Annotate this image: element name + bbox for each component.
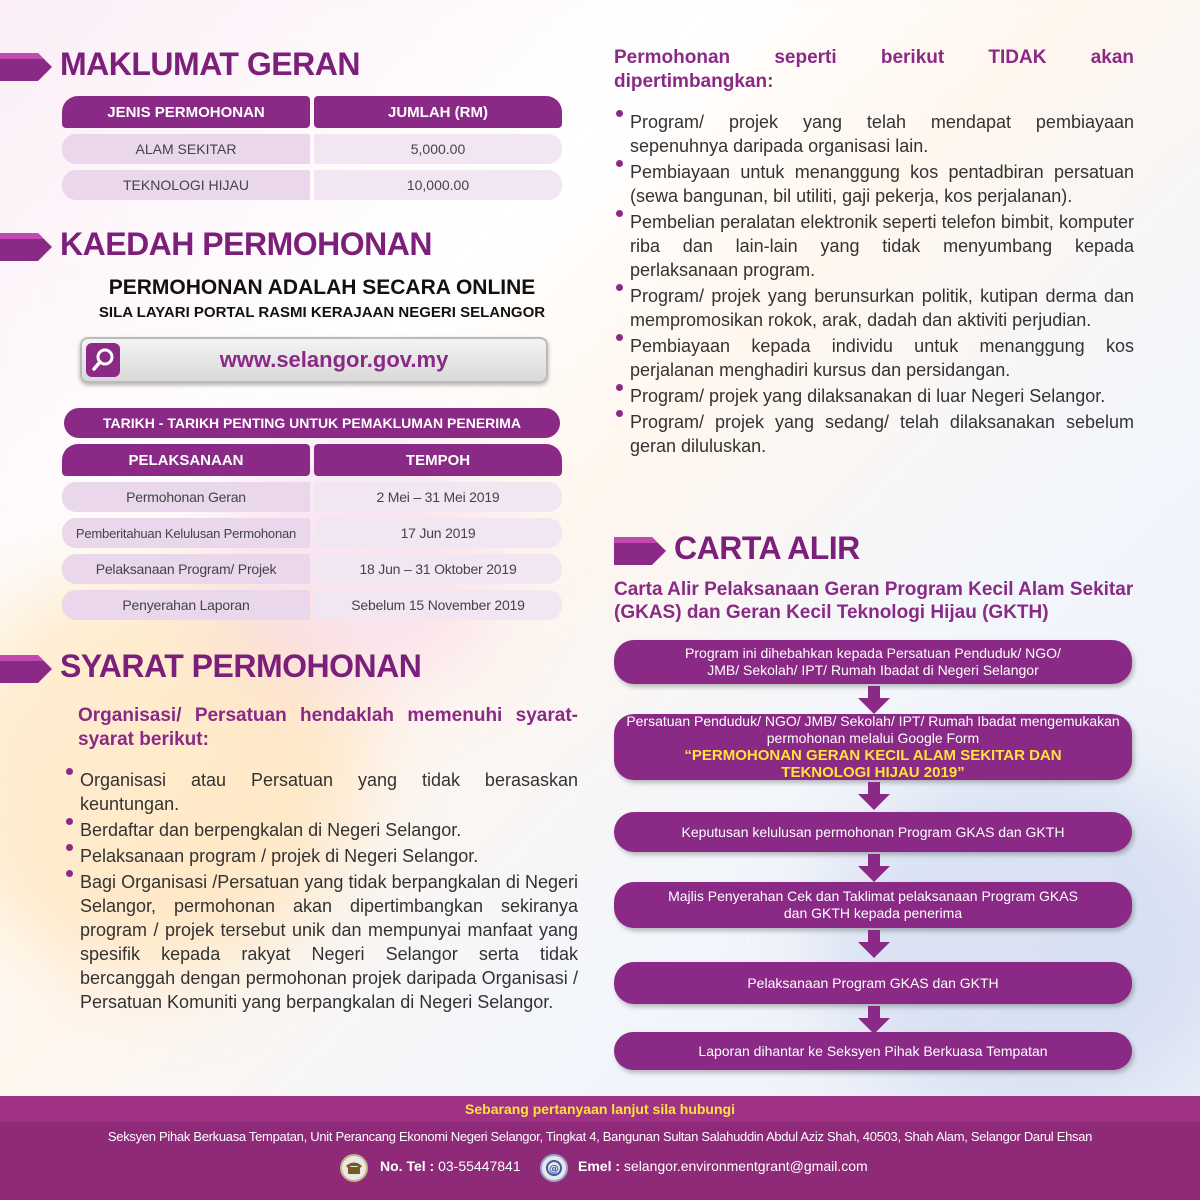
section-title-grant-info: MAKLUMAT GERAN [0, 46, 360, 83]
phone-icon [340, 1154, 368, 1182]
svg-text:@: @ [549, 1164, 559, 1175]
list-item: Program/ projek yang telah mendapat pembiayaan sepenuhnya daripada organisasi lain. [614, 110, 1134, 158]
section-title-requirements: SYARAT PERMOHONAN [0, 648, 421, 685]
email-icon [540, 1154, 568, 1182]
email-address[interactable]: selangor.environmentgrant@gmail.com [623, 1158, 868, 1174]
section-arrow-icon [0, 51, 46, 79]
grant-table [62, 96, 562, 206]
section-arrow-icon [614, 535, 660, 563]
period-cell: 18 Jun – 31 Oktober 2019 [314, 554, 562, 584]
flow-step-5: Pelaksanaan Program GKAS dan GKTH [614, 962, 1132, 1004]
requirements-intro: Organisasi/ Persatuan hendaklah memenuhi syarat-syarat berikut: [78, 705, 578, 750]
url-box[interactable] [80, 337, 548, 383]
list-item: Pembelian peralatan elektronik seperti telefon bimbit, komputer riba dan lain-lain yang tidak menyumbang kepada perlaksanaan program. [614, 210, 1134, 282]
tel-number[interactable]: 03-55447841 [438, 1158, 521, 1174]
list-item: Bagi Organisasi /Persatuan yang tidak berpangkalan di Negeri Selangor, permohonan akan dipertimbangkan sekiranya program / projek tersebut unik dan mempunyai manfaat yang spesifik kepada rakyat Negeri Selangor serta tidak bercanggah dengan permohonan projek daripada Organisasi / Persatuan Komuniti yang berpangkalan di Negeri Selangor. [64, 870, 578, 1014]
table-row [62, 134, 562, 164]
online-notice: PERMOHONAN ADALAH SECARA ONLINE [108, 276, 536, 299]
flow-step-6: Laporan dihantar ke Seksyen Pihak Berkuasa Tempatan [614, 1032, 1132, 1070]
excluded-list [614, 110, 1134, 458]
dates-table-header: PELAKSANAAN [62, 444, 310, 476]
dates-table-header: TEMPOH [314, 444, 562, 476]
activity-cell: Pelaksanaan Program/ Projek [62, 554, 310, 584]
period-cell: 17 Jun 2019 [314, 518, 562, 548]
search-icon [86, 343, 120, 377]
dates-banner: TARIKH - TARIKH PENTING UNTUK PEMAKLUMAN PENERIMA [64, 408, 560, 438]
table-row [62, 482, 562, 512]
grant-table-header: JUMLAH (RM) [314, 96, 562, 128]
period-cell: 2 Mei – 31 Mei 2019 [314, 482, 562, 512]
email-label: Emel : [578, 1158, 621, 1174]
section-arrow-icon [0, 653, 46, 681]
grant-type-cell: TEKNOLOGI HIJAU [62, 170, 310, 200]
footer-address: Seksyen Pihak Berkuasa Tempatan, Unit Perancang Ekonomi Negeri Selangor, Tingkat 4, Bangunan Sultan Salahuddin Abdul Aziz Shah, 40503, Shah Alam, Selangor Darul Ehsan [107, 1129, 1093, 1144]
portal-url-link[interactable]: www.selangor.gov.my [219, 347, 449, 372]
dates-table [62, 444, 562, 626]
grant-amount-cell: 10,000.00 [314, 170, 562, 200]
list-item: Pembiayaan kepada individu untuk menanggung kos perjalanan menghadiri kursus dan persidangan. [614, 334, 1134, 382]
grant-type-cell: ALAM SEKITAR [62, 134, 310, 164]
list-item: Pelaksanaan program / projek di Negeri Selangor. [64, 844, 578, 868]
list-item: Berdaftar dan berpengkalan di Negeri Selangor. [64, 818, 578, 842]
table-row [62, 170, 562, 200]
flow-step-1: Program ini dihebahkan kepada Persatuan Penduduk/ NGO/ JMB/ Sekolah/ IPT/ Rumah Ibadat di Negeri Selangor [614, 640, 1132, 684]
flow-step-3: Keputusan kelulusan permohonan Program GKAS dan GKTH [614, 812, 1132, 852]
activity-cell: Permohonan Geran [62, 482, 310, 512]
list-item: Program/ projek yang berunsurkan politik, kutipan derma dan mempromosikan rokok, arak, dadah dan aktiviti perjudian. [614, 284, 1134, 332]
section-arrow-icon [0, 231, 46, 259]
tel-label: No. Tel : [380, 1158, 435, 1174]
google-form-title: “PERMOHONAN GERAN KECIL ALAM SEKITAR DAN TEKNOLOGI HIJAU 2019” [684, 747, 1062, 781]
list-item: Pembiayaan untuk menanggung kos pentadbiran persatuan (sewa bangunan, bil utiliti, gaji pekerja, kos perjalanan). [614, 160, 1134, 208]
footer-heading: Sebarang pertanyaan lanjut sila hubungi [465, 1101, 735, 1117]
excluded-intro: Permohonan seperti berikut TIDAK akan dipertimbangkan: [614, 47, 1134, 92]
flowchart-subtitle: Carta Alir Pelaksanaan Geran Program Kecil Alam Sekitar (GKAS) dan Geran Kecil Teknologi Hijau (GKTH) [614, 579, 1134, 623]
list-item: Program/ projek yang dilaksanakan di luar Negeri Selangor. [614, 384, 1134, 408]
table-row [62, 590, 562, 620]
table-row [62, 518, 562, 548]
footer [0, 1096, 1200, 1200]
requirements-list [64, 768, 578, 1014]
activity-cell: Penyerahan Laporan [62, 590, 310, 620]
flow-step-4: Majlis Penyerahan Cek dan Taklimat pelaksanaan Program GKAS dan GKTH kepada penerima [614, 882, 1132, 928]
grant-amount-cell: 5,000.00 [314, 134, 562, 164]
flow-step-2: Persatuan Penduduk/ NGO/ JMB/ Sekolah/ IPT/ Rumah Ibadat mengemukakan permohonan melalui Google Form “PERMOHONAN GERAN KECIL ALAM SEKITAR DAN TEKNOLOGI HIJAU 2019” [614, 714, 1132, 780]
list-item: Organisasi atau Persatuan yang tidak berasaskan keuntungan. [64, 768, 578, 816]
list-item: Program/ projek yang sedang/ telah dilaksanakan sebelum geran diluluskan. [614, 410, 1134, 458]
table-row [62, 554, 562, 584]
down-arrow-icon [856, 930, 892, 963]
section-title-flowchart: CARTA ALIR [614, 530, 860, 567]
down-arrow-icon [856, 782, 892, 815]
portal-notice: SILA LAYARI PORTAL RASMI KERAJAAN NEGERI SELANGOR [98, 304, 546, 321]
grant-table-header: JENIS PERMOHONAN [62, 96, 310, 128]
activity-cell: Pemberitahuan Kelulusan Permohonan [62, 518, 310, 548]
period-cell: Sebelum 15 November 2019 [314, 590, 562, 620]
section-title-method: KAEDAH PERMOHONAN [0, 226, 432, 263]
